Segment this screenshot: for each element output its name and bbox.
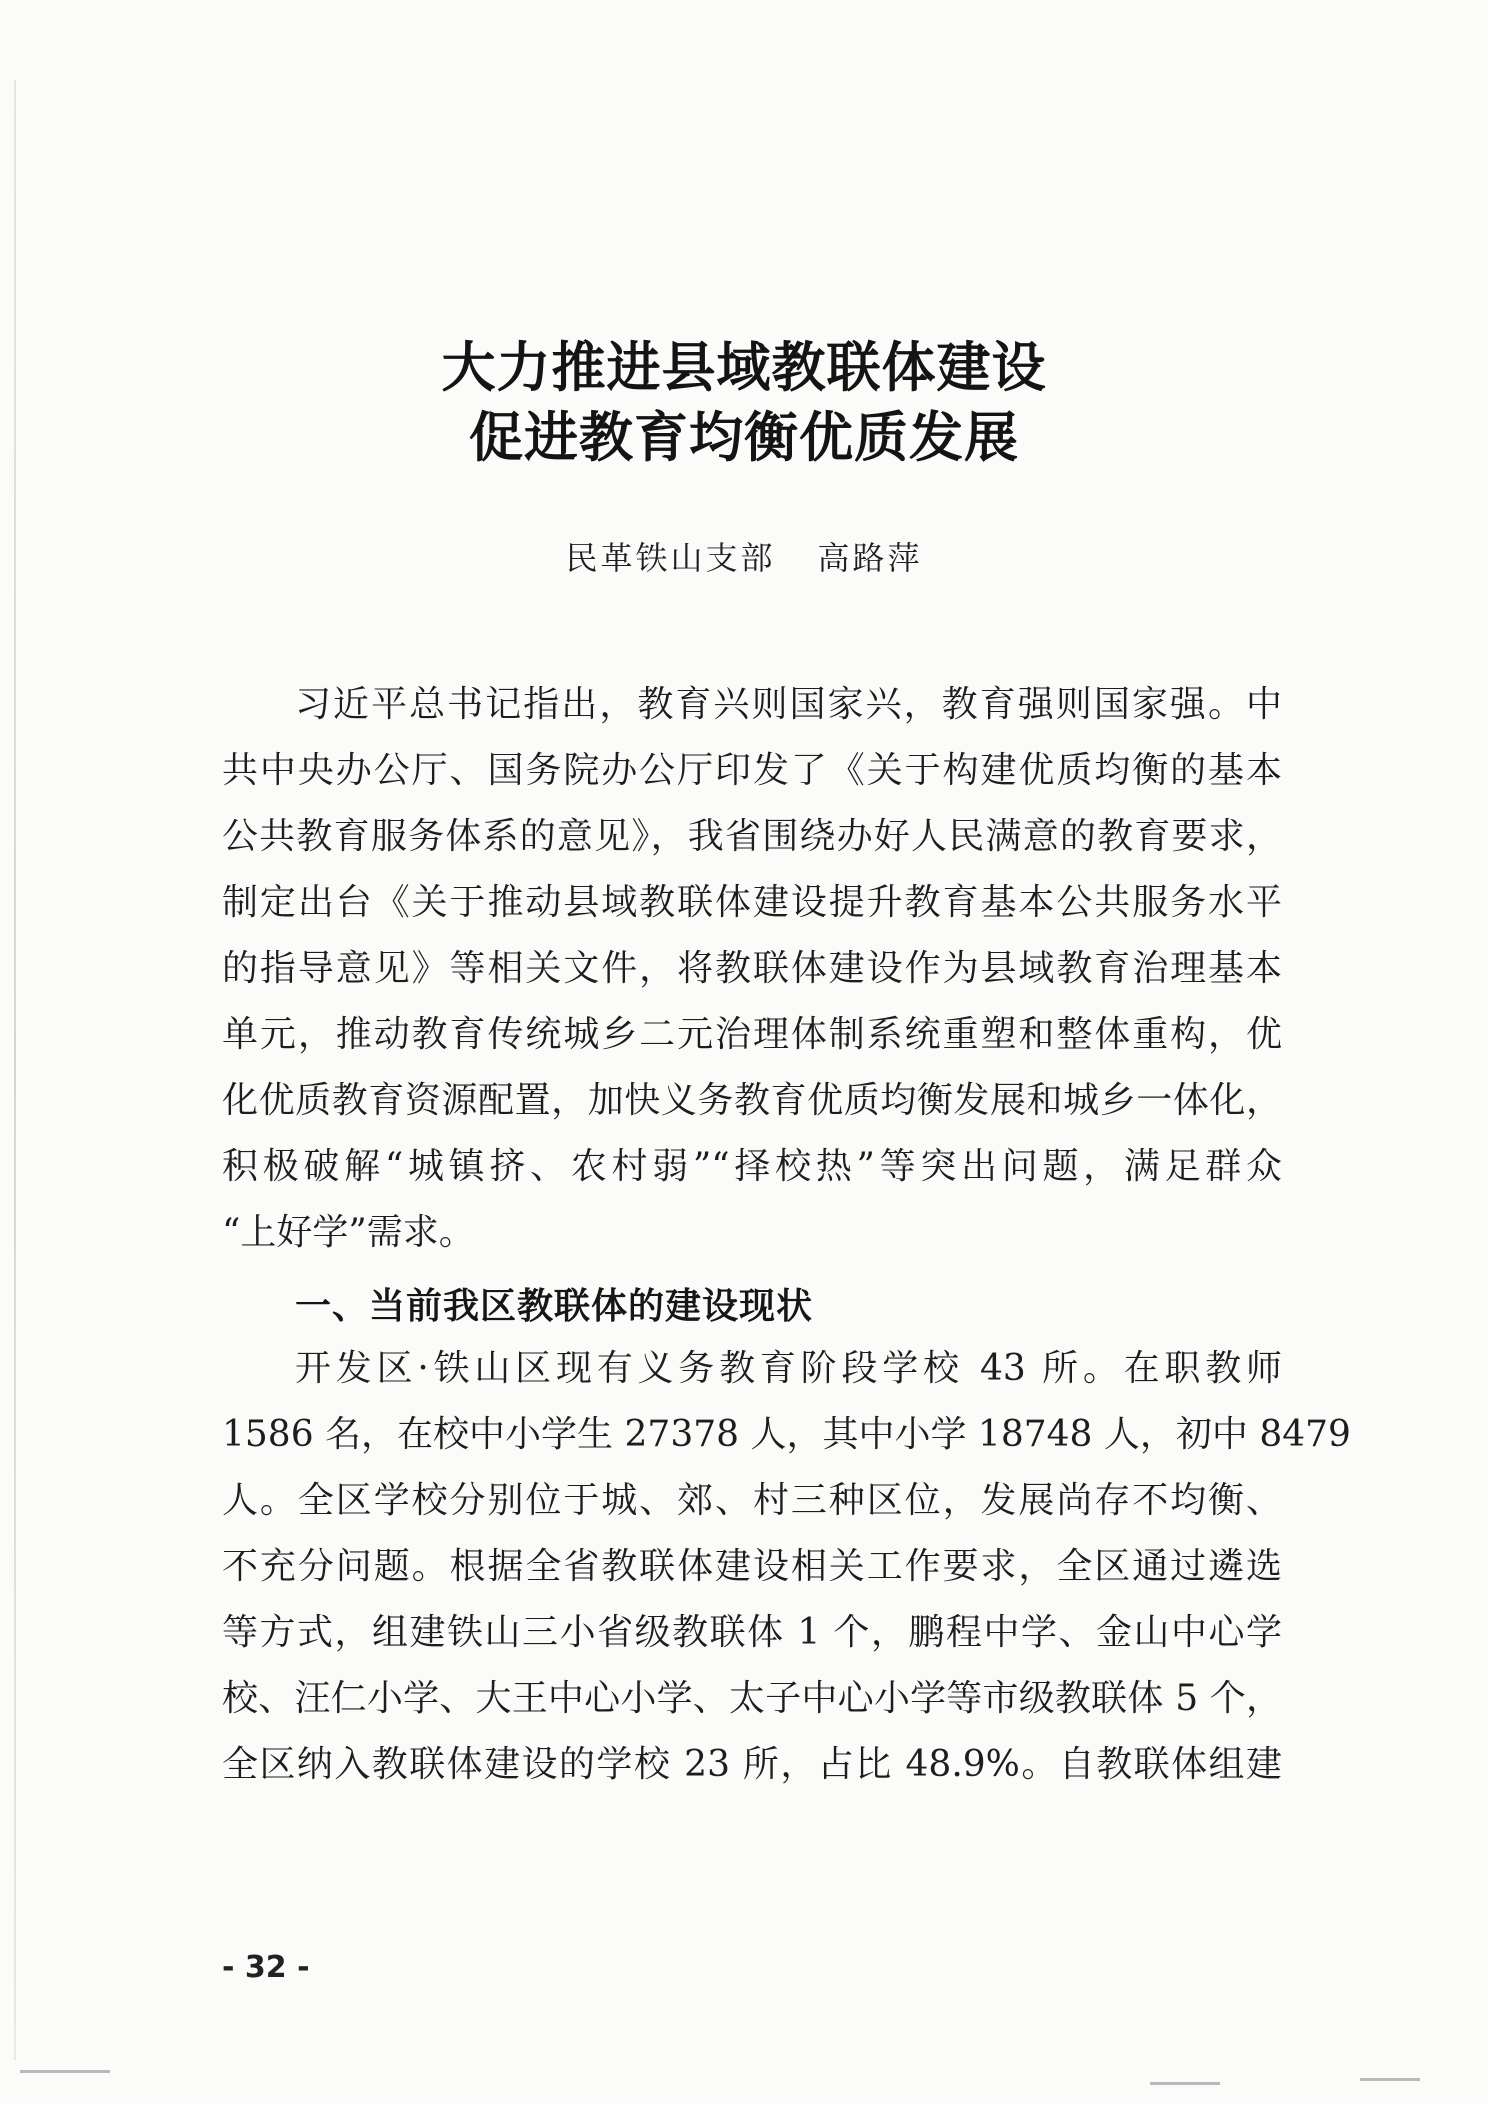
- paragraph-2-line: 1586 名，在校中小学生 27378 人，其中小学 18748 人，初中 8479: [222, 1414, 1351, 1455]
- paragraph-1-line: 化优质教育资源配置，加快义务教育优质均衡发展和城乡一体化，: [222, 1080, 1282, 1121]
- paragraph-2-line: 开发区·铁山区现有义务教育阶段学校 43 所。在职教师: [295, 1348, 1282, 1389]
- paragraph-1-line: 单元，推动教育传统城乡二元治理体制系统重塑和整体重构，优: [222, 1014, 1282, 1055]
- paragraph-1-line: 习近平总书记指出，教育兴则国家兴，教育强则国家强。中: [295, 684, 1282, 725]
- paragraph-1-line: 共中央办公厅、国务院办公厅印发了《关于构建优质均衡的基本: [222, 750, 1282, 791]
- paragraph-1-line: 的指导意见》等相关文件，将教联体建设作为县域教育治理基本: [222, 948, 1282, 989]
- paragraph-2-line: 全区纳入教联体建设的学校 23 所，占比 48.9%。自教联体组建: [222, 1744, 1282, 1785]
- paragraph-1-line: 制定出台《关于推动县域教联体建设提升教育基本公共服务水平: [222, 882, 1282, 923]
- paragraph-1-line: 公共教育服务体系的意见》，我省围绕办好人民满意的教育要求，: [222, 816, 1282, 857]
- paragraph-1-line: “上好学”需求。: [222, 1212, 475, 1253]
- article-title-line-1: 大力推进县域教联体建设: [441, 336, 1047, 399]
- paragraph-1-line: 积极破解“城镇挤、农村弱”“择校热”等突出问题，满足群众: [222, 1146, 1282, 1187]
- paragraph-2-line: 人。全区学校分别位于城、郊、村三种区位，发展尚存不均衡、: [222, 1480, 1282, 1521]
- scan-artifact: [1150, 2082, 1220, 2085]
- paragraph-2-line: 校、汪仁小学、大王中心小学、太子中心小学等市级教联体 5 个，: [222, 1678, 1282, 1719]
- scan-artifact: [1360, 2078, 1420, 2081]
- author-organization: 民革铁山支部: [565, 539, 776, 577]
- article-title-line-2: 促进教育均衡优质发展: [469, 406, 1019, 469]
- author-line: [0, 533, 1488, 579]
- paragraph-2-line: 等方式，组建铁山三小省级教联体 1 个，鹏程中学、金山中心学: [222, 1612, 1282, 1653]
- author-name: 高路萍: [817, 539, 923, 577]
- scan-artifact: [20, 2070, 110, 2073]
- page-number: - 32 -: [222, 1950, 310, 1985]
- section-heading: 一、当前我区教联体的建设现状: [295, 1286, 814, 1327]
- paragraph-2-line: 不充分问题。根据全省教联体建设相关工作要求，全区通过遴选: [222, 1546, 1282, 1587]
